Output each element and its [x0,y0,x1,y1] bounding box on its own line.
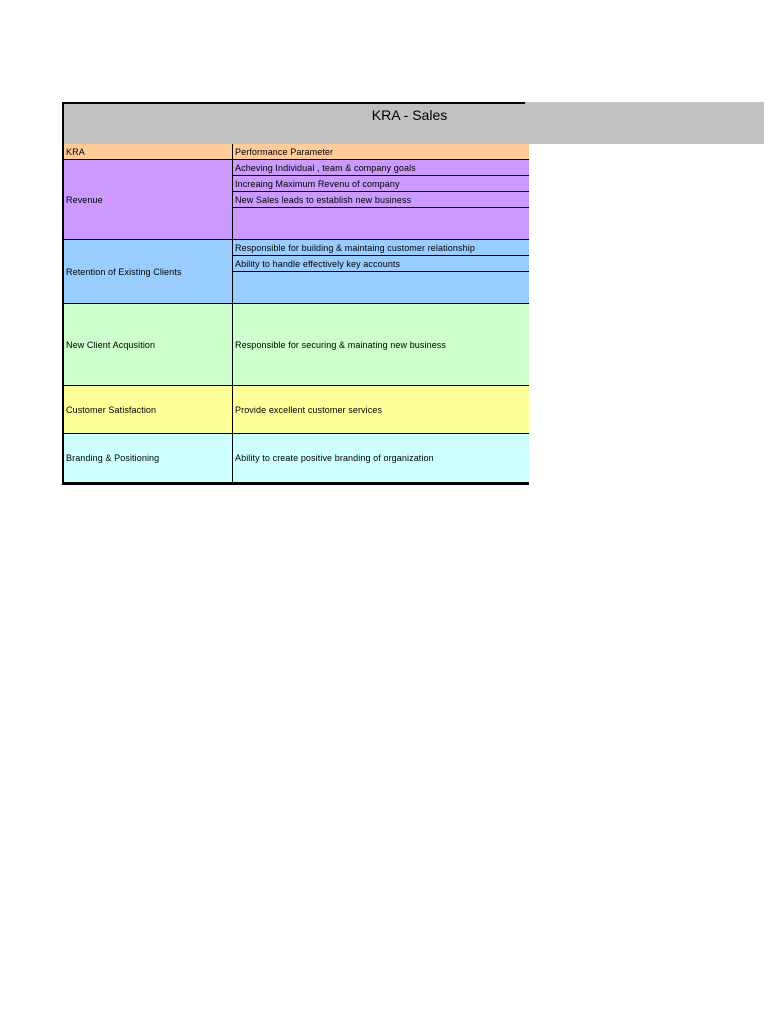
kra-revenue: Revenue [63,160,233,240]
kra-retention: Retention of Existing Clients [63,240,233,304]
parameter-cell: Responsible for building & maintaing customer relationship [233,240,530,256]
sheet-title [64,107,525,123]
table-row [63,304,529,386]
parameter-cell: New Sales leads to establish new business [233,192,530,208]
kra-table [62,144,529,485]
parameter-cell: Ability to create positive branding of organization [233,434,530,484]
sheet-title-text: KRA - Sales [371,107,448,123]
kra-branding: Branding & Positioning [63,434,233,484]
header-row [63,144,529,160]
table-row [63,434,529,484]
table-row [63,160,529,176]
kra-customer-satisfaction: Customer Satisfaction [63,386,233,434]
parameter-cell [233,272,530,304]
header-parameter: Performance Parameter [233,144,530,160]
header-kra: KRA [63,144,233,160]
kra-new-client: New Client Acqusition [63,304,233,386]
title-cell [62,102,525,144]
parameter-cell: Ability to handle effectively key accounts [233,256,530,272]
parameter-cell [233,208,530,240]
parameter-cell: Acheving Individual , team & company goals [233,160,530,176]
parameter-cell: Increaing Maximum Revenu of company [233,176,530,192]
table-row [63,240,529,256]
table-row [63,386,529,434]
parameter-cell: Provide excellent customer services [233,386,530,434]
parameter-cell: Responsible for securing & mainating new business [233,304,530,386]
